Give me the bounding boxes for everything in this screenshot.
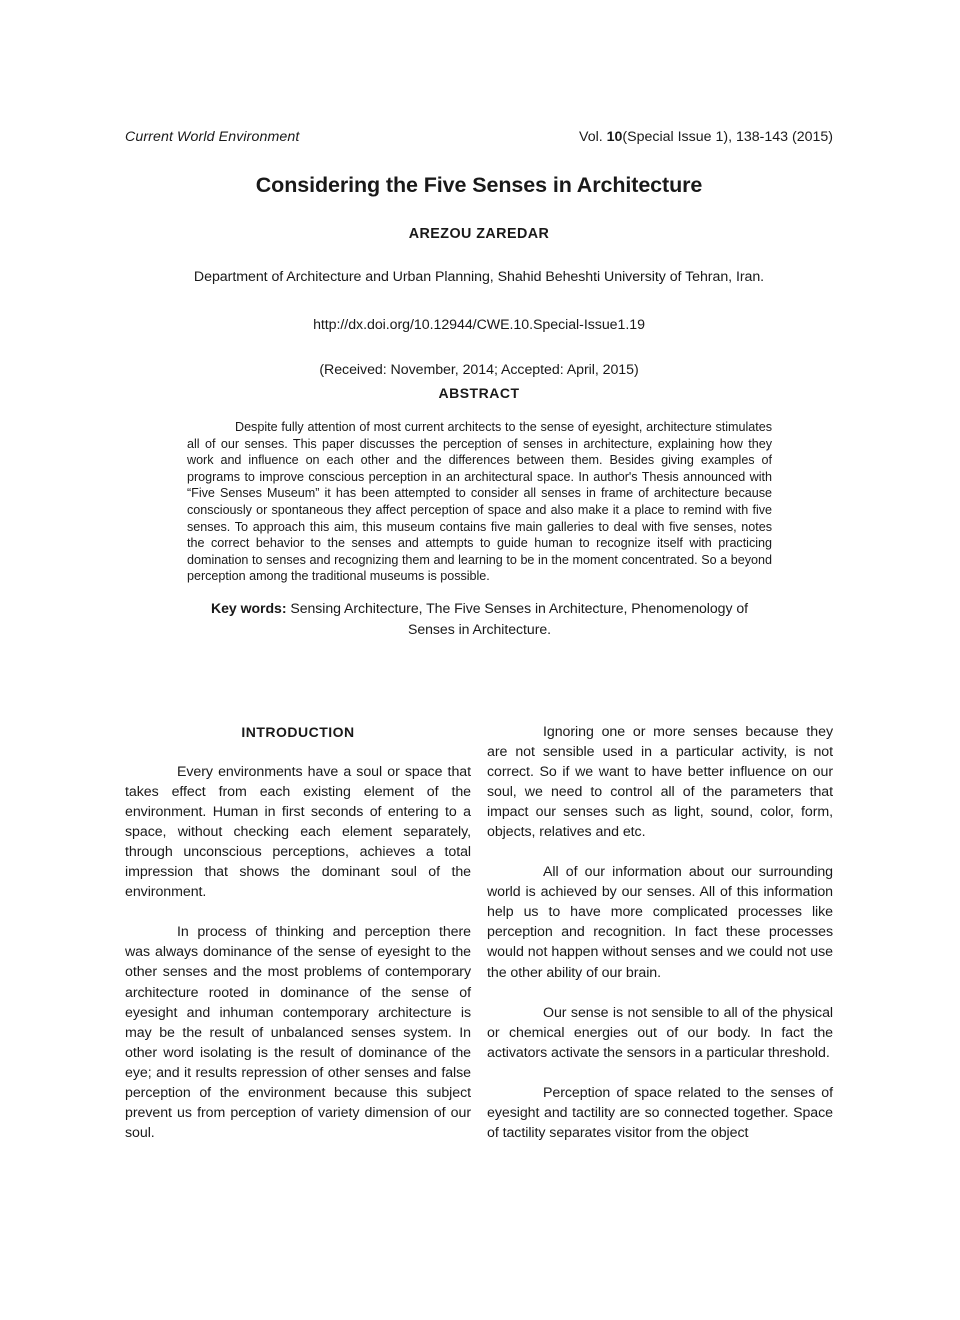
keywords (187, 598, 772, 640)
paragraph: Every environments have a soul or space that takes effect from each existing element of the environment. Human in first seconds of entering to a space, without checking each element separately, through unconscious perceptions, achieves a total impression that shows the dominant soul of the environment. (125, 764, 471, 901)
volume-prefix: Vol. (579, 129, 607, 145)
page-title: Considering the Five Senses in Architecture (255, 173, 703, 197)
received-accepted-dates: (Received: November, 2014; Accepted: April, 2015) (319, 362, 639, 378)
paragraph: Our sense is not sensible to all of the physical or chemical energies out of our body. In fact the activators activate the sensors in a particular threshold. (487, 1004, 833, 1061)
title-block (125, 172, 833, 378)
abstract-text: Despite fully attention of most current architects to the sense of eyesight, architecture stimulates all of our senses. This paper discusses the perception of senses in architecture, explaining how they work and influence on each other and the differences between them. Besides giving examples of programs to improve conscious perception in an architectural space. In author's Thesis announced with “Five Senses Museum” it has been attempted to consider all senses in frame of architecture because consciously or spontaneous they affect perception of space and also make it a place to remind with five senses. To approach this aim, this museum contains five main galleries to deal with five senses, notes the correct behavior to the senses and attempts to guide human to recognize itself with practicing domination to senses and recognizing them and learning to be in the moment concentrated. So a beyond perception among the traditional museums is possible. (187, 420, 772, 584)
paragraph: Perception of space related to the senses of eyesight and tactility are so connected together. Space of tactility separates visitor from the object (487, 1084, 833, 1141)
volume-number: 10 (606, 129, 623, 145)
abstract-heading: ABSTRACT (438, 385, 520, 401)
author-name: AREZOU ZAREDAR (408, 226, 550, 242)
body-column-right (487, 722, 833, 1143)
paragraph: In process of thinking and perception there was always dominance of the sense of eyesight to the other senses and the most problems of contemporary architecture rooted in dominance of the sense of eyesight and inhuman contemporary architecture is may be the result of unbalanced senses system. In other word isolating is the result of dominance of the eye; and it results repression of other senses and false perception of the environment because this subject prevent us from perception of variety dimension of our soul. (125, 924, 471, 1141)
author-affiliation: Department of Architecture and Urban Planning, Shahid Beheshti University of Tehran, Iran. (193, 269, 765, 285)
keywords-value: Sensing Architecture, The Five Senses in Architecture, Phenomenology of Senses in Architecture. (286, 600, 748, 637)
paragraph: All of our information about our surrounding world is achieved by our senses. All of this information help us to have more complicated processes like perception and recognition. In fact these processes would not happen without senses and we could not use the other ability of our brain. (487, 864, 833, 981)
paragraph: Ignoring one or more senses because they are not sensible used in a particular activity, is not correct. So if we want to have better influence on our soul, we need to control all of the parameters that impact our senses such as light, sound, color, form, objects, relatives and etc. (487, 724, 833, 841)
volume-issue-line (579, 128, 833, 146)
body-column-left (125, 722, 471, 1143)
volume-suffix: (Special Issue 1), 138-143 (2015) (622, 129, 833, 145)
running-head (125, 128, 833, 146)
section-heading-introduction: INTRODUCTION (241, 724, 355, 740)
keywords-label: Key words: (211, 600, 287, 616)
doi-link[interactable]: http://dx.doi.org/10.12944/CWE.10.Special-Issue1.19 (313, 317, 645, 333)
journal-name: Current World Environment (125, 129, 300, 145)
